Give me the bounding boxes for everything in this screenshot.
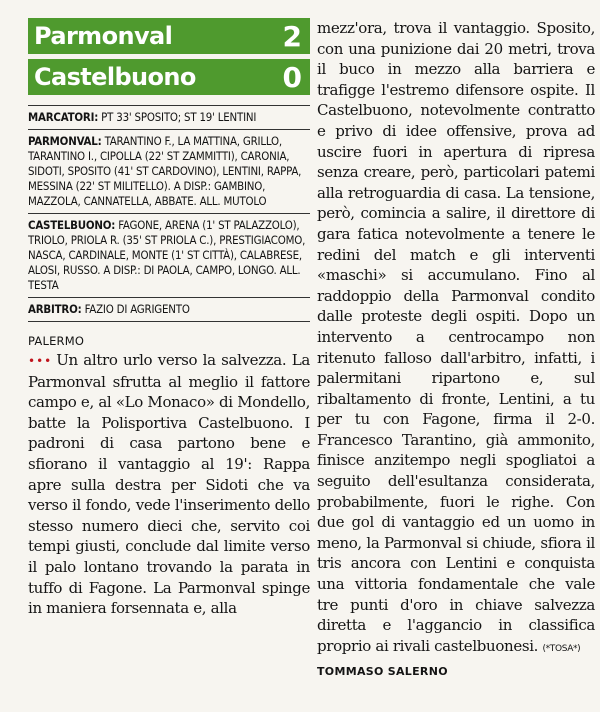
- article-body-right: [317, 18, 595, 659]
- home-team-goals: 2: [282, 19, 302, 53]
- scorers-block: [28, 105, 310, 129]
- home-lineup-label: PARMONVAL:: [28, 134, 102, 148]
- photo-credit: (*TOSA*): [542, 643, 581, 654]
- score-row-home: [28, 18, 310, 54]
- referee-block: [28, 297, 310, 322]
- score-row-away: [28, 59, 310, 95]
- bullet-dots: •••: [28, 354, 53, 368]
- away-team-name: Castelbuono: [34, 63, 196, 91]
- scorers-text: PT 33' SPOSITO; ST 19' LENTINI: [101, 110, 257, 124]
- author-byline: TOMMASO SALERNO: [317, 665, 448, 679]
- away-lineup-text: FAGONE, ARENA (1' ST PALAZZOLO), TRIOLO, PRIOLA R. (35' ST PRIOLA C.), PRESTIGIACOMO, NASCA, CARDINALE, MONTE (1' ST CITTÀ), CALABRESE, ALOSI, RUSSO. A DISP.: DI PAOLA, CAMPO, LONGO. ALL. TESTA: [28, 218, 306, 292]
- scorers-label: MARCATORI:: [28, 110, 99, 124]
- away-lineup-block: [28, 213, 310, 297]
- article-body-left: [28, 350, 310, 619]
- home-lineup-text: TARANTINO F., LA MATTINA, GRILLO, TARANTINO I., CIPOLLA (22' ST ZAMMITTI), CARONIA, SIDOTI, SPOSITO (41' ST CARDOVINO), LENTINI, RAPPA, MESSINA (22' ST MILITELLO). A DISP.: GAMBINO, MAZZOLA, CANNATELLA, ABBATE. ALL. MUTOLO: [28, 134, 302, 208]
- article-left-text: Un altro urlo verso la salvezza. La Parmonval sfrutta al meglio il fattore campo e, al «Lo Monaco» di Mondello, batte la Polisportiva Castelbuono. I padroni di casa partono bene e sfiorano il vantaggio al 19': Rappa apre sulla destra per Sidoti che va verso il fondo, vede l'inserimento dello stesso numero dieci che, servito coi tempi giusti, conclude dal limite verso il palo lontano trovando la parata in tuffo di Fagone. La Parmonval spinge in maniera forsennata e, alla: [28, 351, 310, 618]
- left-column: [28, 18, 310, 619]
- dateline: PALERMO: [28, 334, 85, 348]
- right-column: [317, 18, 595, 678]
- referee-label: ARBITRO:: [28, 302, 82, 316]
- home-team-name: Parmonval: [34, 22, 173, 50]
- article-right-text: mezz'ora, trova il vantaggio. Sposito, con una punizione dai 20 metri, trova il buco in mezzo alla barriera e trafigge l'estremo difensore ospite. Il Castelbuono, notevolmente contratto e privo di idee offensive, prova ad uscire fuori in apertura di ripresa senza creare, però, particolari patemi alla retroguardia di casa. La tensione, però, comincia a salire, il direttore di gara fatica notevolmente a tenere le redini del match e gli interventi «maschi» si accumulano. Fino al raddoppio della Parmonval condito dalle proteste degli ospiti. Dopo un intervento a centrocampo non ritenuto falloso dall'arbitro, infatti, i palermitani ripartono e, sul ribaltamento di fronte, Lentini, a tu per tu con Fagone, firma il 2-0. Francesco Tarantino, già ammonito, finisce anzitempo negli spogliatoi a seguito dell'esultanza considerata, probabilmente, fuori le righe. Con due gol di vantaggio ed un uomo in meno, la Parmonval si chiude, sfiora il tris ancora con Lentini e conquista una vittoria fondamentale che vale tre punti d'oro in chiave salvezza diretta e l'aggancio in classifica proprio ai rivali castelbuonesi.: [317, 19, 595, 655]
- away-team-goals: 0: [282, 60, 302, 94]
- home-lineup-block: [28, 129, 310, 213]
- away-lineup-label: CASTELBUONO:: [28, 218, 116, 232]
- referee-text: FAZIO DI AGRIGENTO: [84, 302, 190, 316]
